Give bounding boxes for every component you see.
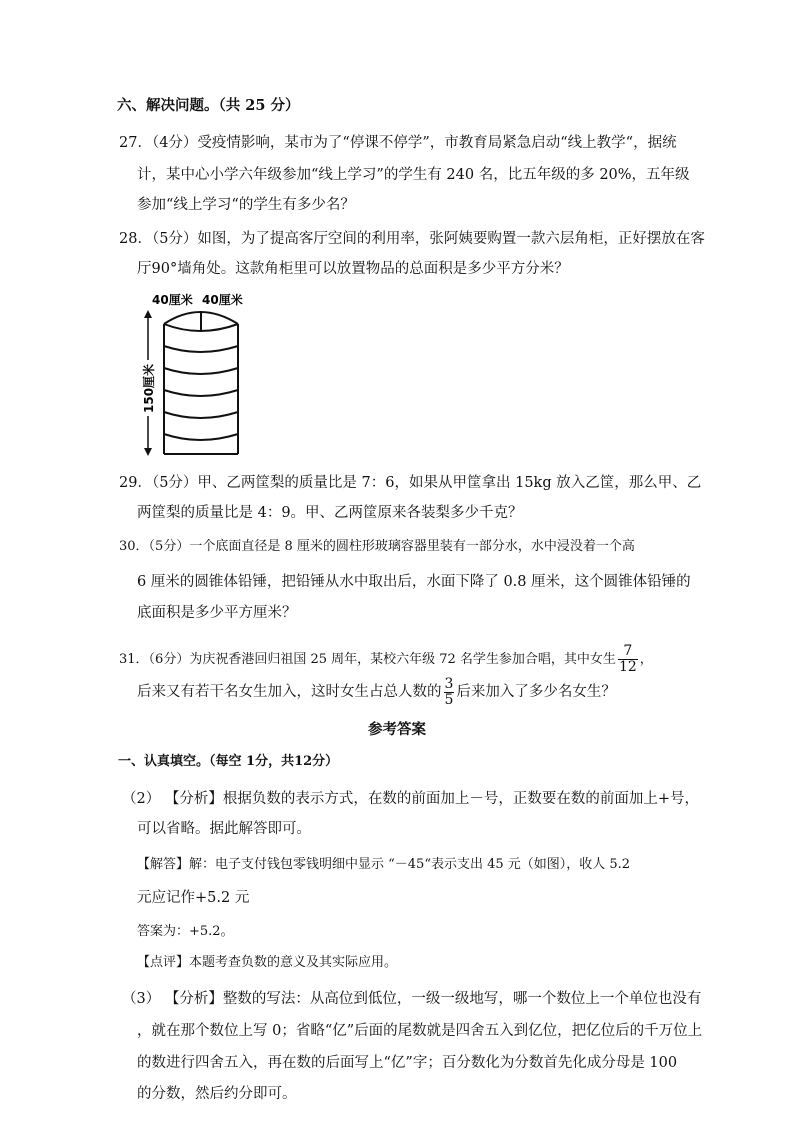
width-label-right: 40厘米 <box>202 293 243 307</box>
question-27-line-2: 计，某中心小学六年级参加“线上学习”的学生有 240 名，比五年级的多 20%，五年级 <box>137 167 690 183</box>
cabinet-body <box>164 312 238 454</box>
answer-2-line-5: 答案为：+5.2。 <box>137 924 234 939</box>
arrow-head-top <box>144 310 152 318</box>
fraction-three-fifths <box>444 677 455 708</box>
question-28-line-2: 厅90°墙角处。这款角柜里可以放置物品的总面积是多少平方分米？ <box>137 261 569 277</box>
answers-section-1-heading: 一、认真填空。（每空 1分，共12分） <box>118 754 339 769</box>
question-31-line-2 <box>137 675 616 709</box>
fraction-2-denominator: 5 <box>444 691 454 708</box>
question-31-comma: ， <box>639 652 653 667</box>
height-label: 150厘米 <box>142 363 156 413</box>
answer-3-line-1: （3） 【分析】整数的写法：从高位到低位，一级一级地写，哪一个数位上一个单位也没有 <box>122 991 702 1007</box>
fraction-1-denominator: 12 <box>618 659 637 675</box>
fraction-1-numerator: 7 <box>618 644 638 660</box>
answer-3-line-2: ，就在那个数位上写 0；省略“亿”后面的尾数就是四舍五入到亿位，把亿位后的千万位上 <box>137 1023 703 1039</box>
question-31-text-1: 31．（6分）为庆祝香港回归祖国 25 周年，某校六年级 72 名学生参加合唱，其中女生 <box>119 652 616 667</box>
answer-2-line-1: （2） 【分析】根据负数的表示方式，在数的前面加上－号，正数要在数的前面加上+号， <box>122 791 699 807</box>
question-28-line-1: 28．（5分）如图，为了提高客厅空间的利用率，张阿姨要购置一款六层角柜，正好摆放在客 <box>119 231 705 247</box>
width-label-left: 40厘米 <box>152 293 193 307</box>
answer-3-line-4: 的分数，然后约分即可。 <box>137 1086 297 1102</box>
question-27-line-1: 27．（4分）受疫情影响，某市为了“停课不停学”，市教育局紧急启动“线上教学“，据统 <box>119 135 677 151</box>
fraction-2-numerator: 3 <box>444 675 454 692</box>
answer-2-line-3: 【解答】解：电子支付钱包零钱明细中显示 “－45“表示支出 45 元（如图），收人 5.2 <box>137 857 631 872</box>
question-30-line-1: 30．（5分）一个底面直径是 8 厘米的圆柱形玻璃容器里装有一部分水，水中浸没着一个高 <box>119 539 635 554</box>
question-31-line-1 <box>119 643 653 677</box>
question-27-line-3: 参加“线上学习“的学生有多少名？ <box>137 197 355 213</box>
question-30-line-3: 底面积是多少平方厘米？ <box>137 605 297 621</box>
arrow-head-bottom <box>144 448 152 456</box>
question-31-text-2a: 后来又有若干名女生加入，这时女生占总人数的 <box>137 684 442 700</box>
answers-title: 参考答案 <box>368 721 426 738</box>
question-29-line-1: 29．（5分）甲、乙两筐梨的质量比是 7：6，如果从甲筐拿出 15kg 放入乙筐，那么甲、乙 <box>119 475 702 491</box>
section-heading: 六、解决问题。（共 25 分） <box>117 97 300 114</box>
corner-cabinet-figure <box>138 290 258 460</box>
fraction-seven-twelfths <box>618 644 638 675</box>
question-29-line-2: 两筐梨的质量比是 4：9。甲、乙两筐原来各装梨多少千克？ <box>137 505 523 521</box>
answer-2-line-2: 可以省略。据此解答即可。 <box>137 821 311 837</box>
question-31-text-2b: 后来加入了多少名女生？ <box>456 684 616 700</box>
answer-2-line-6: 【点评】本题考查负数的意义及其实际应用。 <box>137 955 398 970</box>
answer-3-line-3: 的数进行四舍五入，再在数的后面写上“亿”字；百分数化为分数首先化成分母是 100 <box>137 1055 678 1071</box>
question-30-line-2: 6 厘米的圆锥体铅锤，把铅锤从水中取出后，水面下降了 0.8 厘米，这个圆锥体铅锤的 <box>137 574 691 590</box>
answer-2-line-4: 元应记作+5.2 元 <box>137 890 250 906</box>
